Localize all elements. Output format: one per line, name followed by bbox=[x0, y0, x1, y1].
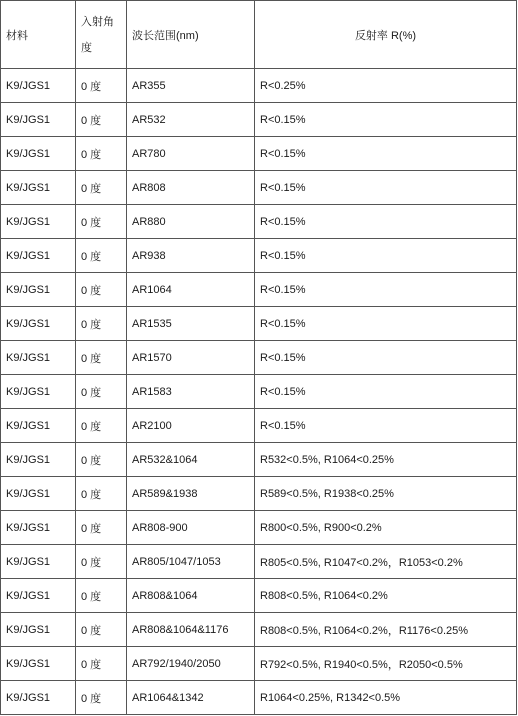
cell-reflectance: R<0.15% bbox=[255, 103, 517, 137]
cell-angle: 0 度 bbox=[76, 477, 127, 511]
header-angle bbox=[76, 1, 127, 69]
cell-wavelength: AR1583 bbox=[127, 375, 255, 409]
table-body bbox=[1, 69, 517, 715]
cell-angle: 0 度 bbox=[76, 273, 127, 307]
table-row bbox=[1, 613, 517, 647]
cell-material: K9/JGS1 bbox=[1, 239, 76, 273]
cell-reflectance: R532<0.5%, R1064<0.25% bbox=[255, 443, 517, 477]
cell-angle: 0 度 bbox=[76, 307, 127, 341]
cell-angle: 0 度 bbox=[76, 69, 127, 103]
cell-material: K9/JGS1 bbox=[1, 137, 76, 171]
cell-angle: 0 度 bbox=[76, 375, 127, 409]
cell-reflectance: R<0.15% bbox=[255, 409, 517, 443]
cell-wavelength: AR532&1064 bbox=[127, 443, 255, 477]
cell-reflectance: R<0.15% bbox=[255, 171, 517, 205]
table-row bbox=[1, 443, 517, 477]
cell-material: K9/JGS1 bbox=[1, 69, 76, 103]
cell-angle: 0 度 bbox=[76, 579, 127, 613]
cell-angle: 0 度 bbox=[76, 171, 127, 205]
cell-wavelength: AR589&1938 bbox=[127, 477, 255, 511]
cell-wavelength: AR938 bbox=[127, 239, 255, 273]
table-row bbox=[1, 273, 517, 307]
table-row bbox=[1, 239, 517, 273]
header-material: 材料 bbox=[1, 1, 76, 69]
cell-angle: 0 度 bbox=[76, 205, 127, 239]
cell-angle: 0 度 bbox=[76, 511, 127, 545]
cell-angle: 0 度 bbox=[76, 137, 127, 171]
cell-wavelength: AR880 bbox=[127, 205, 255, 239]
table-row bbox=[1, 205, 517, 239]
cell-material: K9/JGS1 bbox=[1, 205, 76, 239]
cell-reflectance: R<0.15% bbox=[255, 341, 517, 375]
cell-angle: 0 度 bbox=[76, 647, 127, 681]
cell-material: K9/JGS1 bbox=[1, 681, 76, 715]
cell-reflectance: R1064<0.25%, R1342<0.5% bbox=[255, 681, 517, 715]
header-angle-line1: 入射角 bbox=[81, 15, 114, 28]
cell-reflectance: R<0.25% bbox=[255, 69, 517, 103]
cell-wavelength: AR532 bbox=[127, 103, 255, 137]
cell-material: K9/JGS1 bbox=[1, 103, 76, 137]
cell-angle: 0 度 bbox=[76, 545, 127, 579]
header-reflectance: 反射率 R(%) bbox=[255, 1, 517, 69]
cell-wavelength: AR1570 bbox=[127, 341, 255, 375]
cell-angle: 0 度 bbox=[76, 103, 127, 137]
cell-wavelength: AR2100 bbox=[127, 409, 255, 443]
cell-reflectance: R<0.15% bbox=[255, 239, 517, 273]
table-row bbox=[1, 409, 517, 443]
cell-reflectance: R800<0.5%, R900<0.2% bbox=[255, 511, 517, 545]
table-row bbox=[1, 477, 517, 511]
cell-material: K9/JGS1 bbox=[1, 613, 76, 647]
cell-wavelength: AR792/1940/2050 bbox=[127, 647, 255, 681]
cell-reflectance: R805<0.5%, R1047<0.2%，R1053<0.2% bbox=[255, 545, 517, 579]
table-row bbox=[1, 171, 517, 205]
cell-reflectance: R<0.15% bbox=[255, 375, 517, 409]
table-row bbox=[1, 69, 517, 103]
cell-reflectance: R808<0.5%, R1064<0.2% bbox=[255, 579, 517, 613]
cell-wavelength: AR1064 bbox=[127, 273, 255, 307]
cell-wavelength: AR355 bbox=[127, 69, 255, 103]
cell-wavelength: AR1064&1342 bbox=[127, 681, 255, 715]
table-row bbox=[1, 579, 517, 613]
cell-material: K9/JGS1 bbox=[1, 307, 76, 341]
header-row bbox=[1, 1, 517, 69]
cell-wavelength: AR1535 bbox=[127, 307, 255, 341]
header-angle-line2: 度 bbox=[81, 41, 92, 54]
cell-material: K9/JGS1 bbox=[1, 409, 76, 443]
cell-angle: 0 度 bbox=[76, 613, 127, 647]
cell-material: K9/JGS1 bbox=[1, 545, 76, 579]
cell-material: K9/JGS1 bbox=[1, 477, 76, 511]
cell-material: K9/JGS1 bbox=[1, 273, 76, 307]
header-wavelength: 波长范围(nm) bbox=[127, 1, 255, 69]
cell-reflectance: R589<0.5%, R1938<0.25% bbox=[255, 477, 517, 511]
cell-reflectance: R792<0.5%, R1940<0.5%，R2050<0.5% bbox=[255, 647, 517, 681]
cell-reflectance: R808<0.5%, R1064<0.2%，R1176<0.25% bbox=[255, 613, 517, 647]
cell-material: K9/JGS1 bbox=[1, 375, 76, 409]
cell-wavelength: AR808&1064 bbox=[127, 579, 255, 613]
cell-reflectance: R<0.15% bbox=[255, 205, 517, 239]
cell-angle: 0 度 bbox=[76, 341, 127, 375]
table-row bbox=[1, 307, 517, 341]
table-row bbox=[1, 375, 517, 409]
cell-angle: 0 度 bbox=[76, 443, 127, 477]
cell-material: K9/JGS1 bbox=[1, 579, 76, 613]
cell-reflectance: R<0.15% bbox=[255, 137, 517, 171]
table-row bbox=[1, 545, 517, 579]
table-row bbox=[1, 647, 517, 681]
cell-angle: 0 度 bbox=[76, 681, 127, 715]
cell-angle: 0 度 bbox=[76, 409, 127, 443]
table-row bbox=[1, 103, 517, 137]
cell-angle: 0 度 bbox=[76, 239, 127, 273]
cell-material: K9/JGS1 bbox=[1, 443, 76, 477]
cell-material: K9/JGS1 bbox=[1, 647, 76, 681]
table-row bbox=[1, 137, 517, 171]
cell-reflectance: R<0.15% bbox=[255, 307, 517, 341]
cell-material: K9/JGS1 bbox=[1, 341, 76, 375]
cell-wavelength: AR808-900 bbox=[127, 511, 255, 545]
cell-wavelength: AR805/1047/1053 bbox=[127, 545, 255, 579]
cell-wavelength: AR780 bbox=[127, 137, 255, 171]
cell-material: K9/JGS1 bbox=[1, 171, 76, 205]
cell-wavelength: AR808 bbox=[127, 171, 255, 205]
cell-wavelength: AR808&1064&1176 bbox=[127, 613, 255, 647]
table-row bbox=[1, 681, 517, 715]
table-row bbox=[1, 341, 517, 375]
table-row bbox=[1, 511, 517, 545]
cell-material: K9/JGS1 bbox=[1, 511, 76, 545]
cell-reflectance: R<0.15% bbox=[255, 273, 517, 307]
